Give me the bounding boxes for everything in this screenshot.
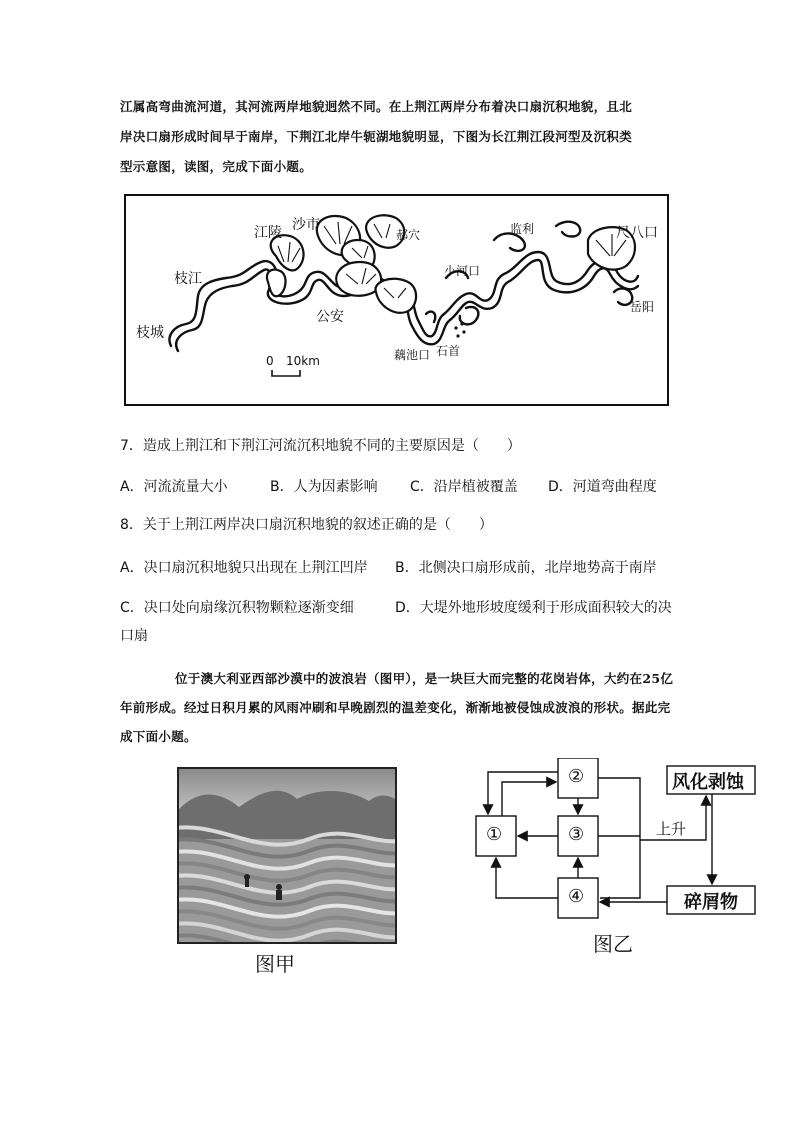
label-xiaohekou: 小河口	[444, 264, 481, 278]
question-8-stem: 8．关于上荆江两岸决口扇沉积地貌的叙述正确的是（ ）	[120, 517, 493, 533]
scale-bar	[272, 370, 300, 376]
node-3-label: ③	[568, 824, 585, 845]
figure-b-caption: 图乙	[593, 932, 633, 956]
q7-option-b[interactable]: B．人为因素影响	[270, 479, 378, 495]
intro-line-1: 江属高弯曲流河道，其河流两岸地貌迥然不同。在上荆江两岸分布着决口扇沉积地貌，且北	[120, 99, 633, 114]
label-gongan: 公安	[316, 309, 344, 325]
q8-option-d[interactable]: D．大堤外地形坡度缓利于形成面积较大的决	[395, 600, 672, 616]
scale-distance: 10km	[286, 354, 320, 368]
q8-option-a[interactable]: A．决口扇沉积地貌只出现在上荆江凹岸	[120, 560, 368, 576]
intro-line-3: 型示意图，读图，完成下面小题。	[120, 159, 313, 174]
jingjiang-river-map	[124, 194, 669, 406]
label-yueyang: 岳阳	[630, 300, 655, 314]
node-2-label: ②	[568, 766, 585, 787]
q8-option-b[interactable]: B．北侧决口扇形成前，北岸地势高于南岸	[395, 560, 657, 576]
debris-label: 碎屑物	[684, 892, 738, 913]
label-chibakou: 尺八口	[616, 225, 658, 241]
question-7-stem: 7．造成上荆江和下荆江河流沉积地貌不同的主要原因是（ ）	[120, 438, 521, 454]
q8-option-c[interactable]: C．决口处向扇缘沉积物颗粒逐渐变细	[120, 600, 354, 616]
q7-option-a[interactable]: A．河流流量大小	[120, 479, 228, 495]
q7-option-d[interactable]: D．河道弯曲程度	[548, 479, 657, 495]
label-ouchikou: 藕池口	[394, 348, 431, 362]
weathering-label: 风化剥蚀	[672, 772, 744, 793]
wave-rock-photo	[177, 767, 397, 944]
uplift-label: 上升	[656, 820, 687, 838]
intro-line-2: 岸决口扇形成时间早于南岸，下荆江北岸牛轭湖地貌明显，下图为长江荆江段河型及沉积类	[120, 129, 633, 144]
q8-option-d-continued: 口扇	[120, 628, 148, 644]
label-haoxue: 郝穴	[396, 228, 421, 242]
node-1-label: ①	[486, 824, 503, 845]
q7-option-c[interactable]: C．沿岸植被覆盖	[410, 479, 518, 495]
label-zhijiang: 枝江	[174, 271, 202, 287]
label-jianli: 监利	[510, 222, 535, 236]
label-shashi: 沙市	[292, 217, 320, 233]
wave-rock-image	[179, 769, 395, 942]
node-4-label: ④	[568, 886, 585, 907]
intro-paragraph	[120, 92, 680, 182]
scale-zero: 0	[266, 354, 274, 368]
label-shishou: 石首	[436, 344, 461, 358]
label-jiangling: 江陵	[254, 225, 282, 241]
label-zhicheng: 枝城	[136, 325, 164, 341]
figure-a-caption: 图甲	[255, 952, 295, 976]
wave-rock-paragraph: 位于澳大利亚西部沙漠中的波浪岩（图甲），是一块巨大而完整的花岗岩体，大约在25亿年前形成。经过日积月累的风雨冲刷和早晚剧烈的温差变化，渐渐地被侵蚀成波浪的形状。据此完成下面小题。	[120, 671, 674, 744]
